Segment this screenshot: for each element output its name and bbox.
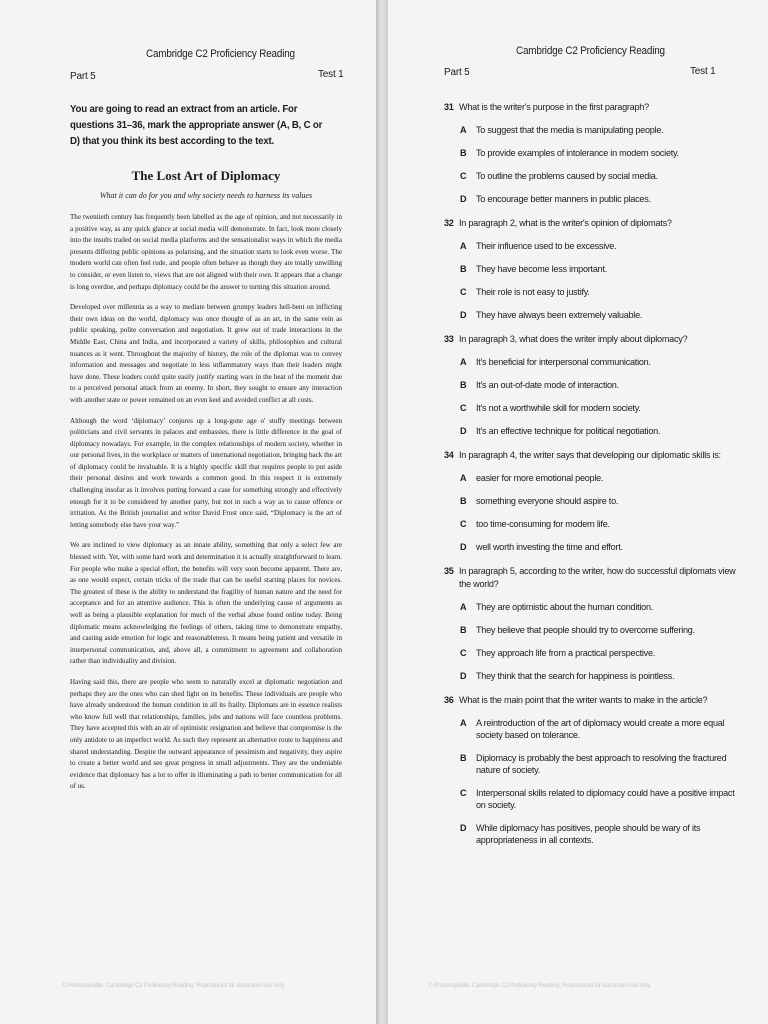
option-letter: B	[460, 625, 467, 635]
option-text: They have become less important.	[476, 264, 607, 274]
answer-option-d[interactable]	[444, 822, 744, 846]
answer-options	[444, 601, 744, 682]
answer-option-d[interactable]	[444, 193, 744, 205]
option-letter: A	[460, 718, 467, 728]
question-stem	[444, 217, 744, 230]
question-number: 33	[444, 334, 454, 344]
question-34	[444, 449, 744, 553]
question-33	[444, 333, 744, 437]
question-stem	[444, 449, 744, 462]
option-text: They are optimistic about the human condition.	[476, 602, 654, 612]
answer-option-d[interactable]	[444, 425, 744, 437]
option-letter: D	[460, 310, 467, 320]
option-text: well worth investing the time and effort.	[476, 542, 623, 552]
option-letter: D	[460, 542, 467, 552]
option-text: too time-consuming for modern life.	[476, 519, 610, 529]
option-letter: C	[460, 788, 467, 798]
option-letter: A	[460, 241, 467, 251]
question-number: 35	[444, 566, 454, 576]
questions-list	[444, 101, 744, 857]
question-text: What is the main point that the writer wants to make in the article?	[459, 695, 708, 705]
answer-options	[444, 717, 744, 846]
option-text: It's beneficial for interpersonal communication.	[476, 357, 651, 367]
instructions: You are going to read an extract from an article. For questions 31–36, mark the appropriate answer (A, B, C or D) that you think its best according to the text.	[70, 103, 323, 147]
article-paragraph-1: The twentieth century has frequently been labelled as the age of opinion, and not necessarily in a positive way, as any quick glance at social media will demonstrate. In fact, look more closely into the insults traded on social media platforms and the sensationalist ways in which the media presents differing public opinions as polarising, and the situation starts to look even worse. The modern world can often feel rude, and people often behave as though they are totally unwilling to consider, or even listen to, views that are not aligned with their own. It appears that a change is long overdue, and perhaps diplomacy could be the answer to turning this situation around.	[70, 213, 342, 291]
option-text: It's not a worthwhile skill for modern society.	[476, 403, 641, 413]
question-35	[444, 565, 744, 682]
answer-option-b[interactable]	[444, 495, 744, 507]
option-letter: A	[460, 357, 467, 367]
option-text: To outline the problems caused by social media.	[476, 171, 658, 181]
option-text: While diplomacy has positives, people should be wary of its appropriateness in all contexts.	[476, 823, 701, 845]
answer-option-b[interactable]	[444, 624, 744, 636]
question-text: In paragraph 3, what does the writer imply about diplomacy?	[459, 334, 688, 344]
option-letter: A	[460, 473, 467, 483]
question-number: 31	[444, 102, 454, 112]
option-text: A reintroduction of the art of diplomacy would create a more equal society based on tolerance.	[476, 718, 725, 740]
question-32	[444, 217, 744, 321]
option-letter: C	[460, 519, 467, 529]
option-letter: A	[460, 602, 467, 612]
question-number: 34	[444, 450, 454, 460]
option-text: easier for more emotional people.	[476, 473, 604, 483]
article-body	[70, 212, 342, 802]
article-paragraph-5: Having said this, there are people who seem to naturally excel at diplomatic negotiation and perhaps they are the ones who can shed light on its benefits. These individuals are people who have already understood the human condition in all its frailty. Diplomats are in essence realists who know full well that relationships, families, jobs and nations will face countless problems. They have accepted this with an air of optimistic resignation and believe that compromise is the only antidote to an imperfect world. As such they represent an alternative route to happiness and shared understanding. Despite the outward appearance of pessimism and negativity, they aspire to create a better world and see great progress in small adjustments. They are the undeniable evidence that diplomacy has a lot to offer in illuminating a path to better communication for all of us.	[70, 677, 342, 791]
answer-option-d[interactable]	[444, 541, 744, 553]
page-gutter	[376, 0, 388, 1024]
answer-option-c[interactable]	[444, 170, 744, 182]
question-stem	[444, 565, 744, 591]
answer-option-b[interactable]	[444, 752, 744, 776]
option-letter: B	[460, 753, 467, 763]
answer-option-d[interactable]	[444, 309, 744, 321]
question-text: In paragraph 2, what is the writer's opinion of diplomats?	[459, 218, 672, 228]
question-36	[444, 694, 744, 846]
option-letter: B	[460, 264, 467, 274]
answer-option-b[interactable]	[444, 263, 744, 275]
option-letter: D	[460, 194, 467, 204]
option-text: Interpersonal skills related to diplomacy could have a positive impact on society.	[476, 788, 735, 810]
question-31	[444, 101, 744, 205]
option-letter: C	[460, 287, 467, 297]
question-number: 36	[444, 695, 454, 705]
article-paragraph-4: We are inclined to view diplomacy as an innate ability, something that only a select few are blessed with. Yet, with some hard work and determination it is actually straightforward to learn. For people who make a special effort, the benefits will very soon become apparent. There are, as one would expect, certain tricks of the trade that can be useful starting places for novices. The greatest of these is the ability to understand the fragility of human nature and the need for acceptance and for an attentive audience. This is often the underlying cause of arguments as well as being a plausible explanation for much of the verbal abuse found online today. Being diplomatic means acknowledging the feelings of others, taking time to demonstrate empathy, and casting aside emotion for logic and reasonableness. It means being patient and versatile in interpersonal communication, and, above all, a commitment to agreement and collaboration rather than individuality and division.	[70, 541, 342, 666]
option-text: Their influence used to be excessive.	[476, 241, 617, 251]
article-title: The Lost Art of Diplomacy	[131, 168, 281, 183]
question-text: What is the writer's purpose in the first paragraph?	[459, 102, 649, 112]
option-letter: B	[460, 496, 467, 506]
question-text: In paragraph 5, according to the writer, how do successful diplomats view the world?	[459, 566, 736, 589]
left-page	[0, 0, 376, 1024]
question-stem	[444, 101, 744, 114]
article-subtitle: What it can do for you and why society needs to harness its values	[99, 191, 313, 200]
answer-options	[444, 124, 744, 205]
option-text: Diplomacy is probably the best approach to resolving the fractured nature of society.	[476, 753, 727, 775]
option-letter: C	[460, 403, 467, 413]
answer-option-a[interactable]	[444, 240, 744, 252]
question-text: In paragraph 4, the writer says that developing our diplomatic skills is:	[459, 450, 721, 460]
option-letter: C	[460, 171, 467, 181]
option-text: Their role is not easy to justify.	[476, 287, 590, 297]
answer-option-d[interactable]	[444, 670, 744, 682]
question-stem	[444, 333, 744, 346]
answer-option-a[interactable]	[444, 472, 744, 484]
option-letter: B	[460, 148, 467, 158]
option-letter: D	[460, 823, 467, 833]
option-text: To provide examples of intolerance in modern society.	[476, 148, 679, 158]
right-header-part: Part 5	[444, 67, 470, 78]
option-letter: D	[460, 671, 467, 681]
answer-options	[444, 240, 744, 321]
answer-option-a[interactable]	[444, 356, 744, 368]
answer-option-c[interactable]	[444, 647, 744, 659]
option-text: It's an effective technique for political negotiation.	[476, 426, 661, 436]
answer-options	[444, 472, 744, 553]
answer-options	[444, 356, 744, 437]
option-letter: D	[460, 426, 467, 436]
answer-option-b[interactable]	[444, 379, 744, 391]
option-text: To suggest that the media is manipulating people.	[476, 125, 664, 135]
right-header-test: Test 1	[690, 66, 716, 77]
answer-option-b[interactable]	[444, 147, 744, 159]
option-text: They believe that people should try to overcome suffering.	[476, 625, 695, 635]
answer-option-a[interactable]	[444, 717, 744, 741]
question-stem	[444, 694, 744, 707]
option-text: something everyone should aspire to.	[476, 496, 619, 506]
option-letter: B	[460, 380, 467, 390]
answer-option-c[interactable]	[444, 787, 744, 811]
left-footer: © Photocopiable. Cambridge C2 Proficiency Reading. Reproduced for classroom use only.	[62, 983, 286, 989]
right-footer: © Photocopiable. Cambridge C2 Proficiency Reading. Reproduced for classroom use only.	[428, 983, 652, 989]
option-letter: C	[460, 648, 467, 658]
option-letter: A	[460, 125, 467, 135]
answer-option-c[interactable]	[444, 518, 744, 530]
left-header-part: Part 5	[70, 71, 96, 82]
option-text: They approach life from a practical perspective.	[476, 648, 656, 658]
left-header-test: Test 1	[318, 69, 344, 80]
option-text: To encourage better manners in public places.	[476, 194, 651, 204]
left-header-title: Cambridge C2 Proficiency Reading	[146, 48, 295, 60]
article-paragraph-2: Developed over millennia as a way to mediate between grumpy leaders hell-bent on inflicting their own ideas on the world, diplomacy was once thought of as an art, in the same vein as public speaking, polite conversation and negotiation. It grew out of trade interactions in the Middle East, China and India, and incorporated a variety of skills, philosophies and cultural nuances as it went. Throughout the majority of history, the role of the diplomat was to convey information and messages and negotiate in less inflammatory ways than their leaders might have done. These leaders could quite easily justify starting wars in the heat of the moment due to a perceived personal attack from an enemy. In short, they sought to ensure any interaction with another state or power remained on an even keel and avoided conflict at all costs.	[70, 303, 342, 404]
right-header-title: Cambridge C2 Proficiency Reading	[516, 45, 665, 57]
question-number: 32	[444, 218, 454, 228]
answer-option-a[interactable]	[444, 601, 744, 613]
option-text: It's an out-of-date mode of interaction.	[476, 380, 619, 390]
option-text: They have always been extremely valuable.	[476, 310, 643, 320]
article-paragraph-3: Although the word ‘diplomacy’ conjures up a long-gone age o' stuffy meetings between politicians and civil servants in palaces and embassies, there is little difference in the goal of diplomacy nowadays. For example, in the complex relationships of modern society, whether in our personal lives, in the workplace or matters of international negotiation, bringing back the art of diplomacy could be invaluable. It is a highly specific skill that requires people to put aside their personal desires and work towards a common good. In this respect it is extremely challenging insofar as it involves putting forward a case for something strongly and effectively enough for it to be considered by another party, but not in such a way as to cause offence or irritation. As the British journalist and writer David Frost once said, “Diplomacy is the art of letting somebody else have your way.”	[70, 416, 342, 529]
option-text: They think that the search for happiness is pointless.	[476, 671, 675, 681]
answer-option-c[interactable]	[444, 286, 744, 298]
answer-option-c[interactable]	[444, 402, 744, 414]
answer-option-a[interactable]	[444, 124, 744, 136]
